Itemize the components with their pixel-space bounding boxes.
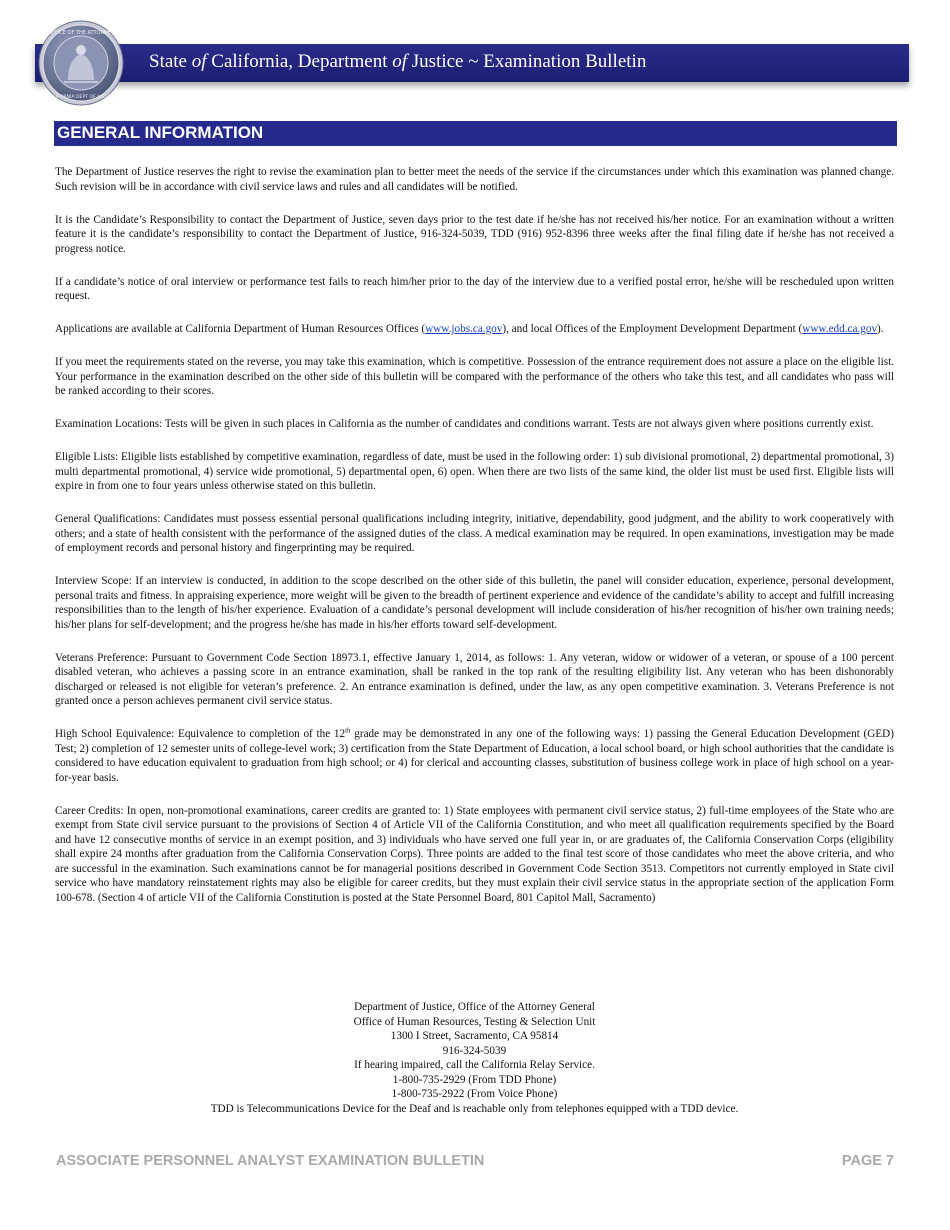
paragraph-veterans-preference: Veterans Preference: Pursuant to Government Code Section 18973.1, effective January 1, 2014, as follows: 1. Any veteran, widow or widower of a veteran, or spouse of a 100 percent disabled veteran, who achieves a passing score in an entrance examination, shall be ranked in the top rank of the resulting eligibility list. Any veteran who has been dishonorably discharged or released is not eligible for veteran’s preference. 2. An entrance examination is defined, under the law, as any open competitive examination. 3. Veterans Preference is not granted once a person achieves permanent civil service status.	[55, 651, 894, 707]
paragraph-eligible-lists: Eligible Lists: Eligible lists established by competitive examination, regardless of date, must be used in the following order: 1) sub divisional promotional, 2) departmental promotional, 3) multi departmental promotional, 4) service wide promotional, 5) departmental open, 6) open. When there are two lists of the same kind, the older list must be used first. Eligible lists will expire in from one to four years unless otherwise stated on this bulletin.	[55, 451, 894, 492]
contact-address: 1300 I Street, Sacramento, CA 95814	[390, 1030, 559, 1042]
doj-seal-logo	[38, 20, 124, 106]
section-header-general-information	[54, 121, 897, 146]
contact-phone: 916-324-5039	[442, 1044, 507, 1057]
svg-text:OFFICE OF THE ATTORNEY: OFFICE OF THE ATTORNEY	[48, 30, 114, 36]
paragraph-high-school-equivalence: High School Equivalence: Equivalence to completion of the 12th grade may be demonstrated in any one of the following ways: 1) passing the General Education Development (GED) Test; 2) completion of 12 semester units of college-level work; 3) certification from the State Department of Education, a local school board, or high school authorities that the candidate is considered to have education equivalent to graduation from high school; or 4) for clerical and accounting classes, substitution of business college work in place of high school on a year-for-year basis.	[55, 726, 894, 784]
contact-line: Department of Justice, Office of the Attorney General	[354, 1001, 595, 1013]
svg-text:CALIFORNIA DEPT OF JUSTICE: CALIFORNIA DEPT OF JUSTICE	[46, 95, 116, 100]
contact-line: If hearing impaired, call the California Relay Service.	[354, 1059, 595, 1071]
edd-ca-gov-link[interactable]: www.edd.ca.gov	[802, 323, 878, 335]
contact-block	[55, 1000, 894, 1116]
contact-line: Office of Human Resources, Testing & Selection Unit	[353, 1015, 596, 1028]
paragraph-competitive: If you meet the requirements stated on the reverse, you may take this examination, which is competitive. Possession of the entrance requirement does not assure a place on the eligible list. Your performance in the examination described on the other side of this bulletin will be compared with the performance of the others who take this test, and all candidates who pass will be ranked according to their scores.	[55, 356, 894, 397]
paragraph-career-credits: Career Credits: In open, non-promotional examinations, career credits are granted to: 1) State employees with permanent civil service status, 2) full-time employees of the State who are exempt from State civil service pursuant to the provisions of Section 4 of Article VII of the California Constitution, and who meet all qualification requirements specified by the Board and have 12 consecutive months of service in an exempt position, and 3) individuals who have served one full year in, or are graduates of, the California Conservation Corps (eligibility shall expire 24 months after graduation from the California Conservation Corps). Three points are added to the final test score of those candidates who meet the above criteria, and who are successful in the examination. Such examinations cannot be for managerial positions described in Government Code Section 3513. Competitors not currently employed in State civil service who have mandatory reinstatement rights may also be eligible for career credits, but they must explain their civil service status in the appropriate section of the application Form 100-678. (Section 4 of article VII of the California Constitution is posted at the State Personnel Board, 801 Capitol Mall, Sacramento)	[55, 804, 894, 904]
paragraph-interview-scope: Interview Scope: If an interview is conducted, in addition to the scope described on the other side of this bulletin, the panel will consider education, experience, personal development, personal traits and fitness. In appraising experience, more weight will be given to the breadth of pertinent experience and evidence of the candidate’s ability to accept and fulfill increasing responsibilities than to the length of his/her experience. Evaluation of a candidate’s personal development will include consideration of his/her recognition of his/her own training needs; his/her plans for self-development; and the progress he/she has made in his/her efforts toward self-development.	[55, 575, 894, 631]
contact-tdd-phone: 1-800-735-2929 (From TDD Phone)	[392, 1073, 557, 1086]
contact-voice-phone: 1-800-735-2922 (From Voice Phone)	[391, 1088, 558, 1100]
paragraph-revision: The Department of Justice reserves the right to revise the examination plan to better meet the needs of the service if the circumstances under which this examination was planned change. Such revision will be in accordance with civil service laws and rules and all candidates will be notified.	[55, 166, 894, 193]
section-title: GENERAL INFORMATION	[57, 123, 264, 142]
paragraph-notice-error: If a candidate’s notice of oral interview or performance test fails to reach him/her prior to the day of the interview due to a verified postal error, he/she will be rescheduled upon written request.	[55, 275, 894, 302]
paragraph-candidate-responsibility: It is the Candidate’s Responsibility to contact the Department of Justice, seven days prior to the test date if he/she has not received his/her notice. For an examination without a written feature it is the candidate’s responsibility to contact the Department of Justice, 916-324-5039, TDD (916) 952-8396 three weeks after the final filing date if he/she has not received a progress notice.	[55, 213, 894, 255]
footer-page-number: PAGE 7	[841, 1153, 894, 1169]
bulletin-body	[55, 165, 894, 924]
bulletin-title: State of California, Department of Justice ~ Examination Bulletin	[149, 51, 647, 72]
footer-bulletin-name: ASSOCIATE PERSONNEL ANALYST EXAMINATION BULLETIN	[56, 1153, 485, 1169]
paragraph-examination-locations: Examination Locations: Tests will be given in such places in California as the number of candidates and conditions warrant. Tests are not always given where positions currently exist.	[55, 418, 874, 430]
paragraph-general-qualifications: General Qualifications: Candidates must possess essential personal qualifications including integrity, initiative, dependability, good judgment, and the ability to work cooperatively with others; and a state of health consistent with the performance of the assigned duties of the class. A medical examination may be required. In open examinations, investigation may be made of employment records and personal history and fingerprinting may be required.	[55, 513, 894, 554]
header-banner	[35, 44, 909, 82]
jobs-ca-gov-link[interactable]: www.jobs.ca.gov	[425, 323, 503, 335]
paragraph-applications: Applications are available at California Department of Human Resources Offices (www.jobs.ca.gov), and local Offices of the Employment Development Department (www.edd.ca.gov).	[55, 323, 884, 335]
contact-tdd-note: TDD is Telecommunications Device for the Deaf and is reachable only from telephones equipped with a TDD device.	[210, 1102, 739, 1115]
